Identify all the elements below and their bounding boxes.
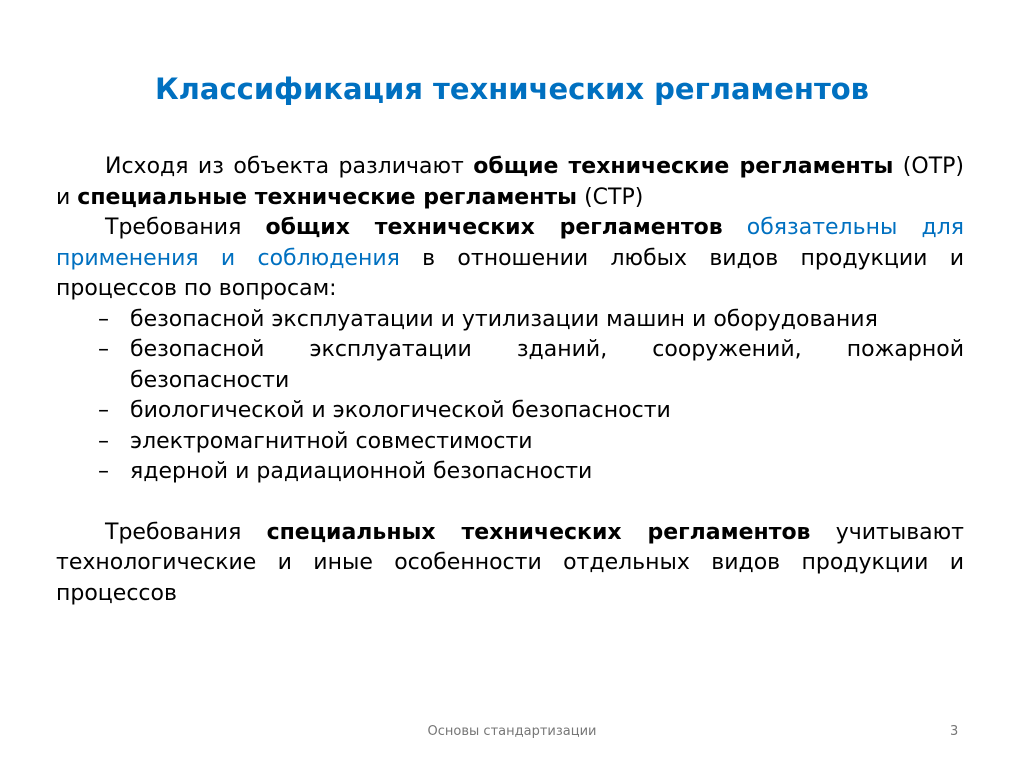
text: в отношении любых видов продукции и процессов по вопросам: bbox=[56, 245, 965, 301]
list-item-text: безопасной эксплуатации зданий, сооружений, пожарной безопасности bbox=[130, 337, 964, 393]
text: учитывают технологические и иные особенности отдельных видов продукции и процессов bbox=[56, 519, 964, 606]
dash-marker: – bbox=[98, 459, 109, 484]
text bbox=[723, 215, 747, 240]
list-item-text: электромагнитной совместимости bbox=[130, 428, 533, 454]
list-item bbox=[56, 457, 964, 488]
list-item-text: безопасной эксплуатации и утилизации машин и оборудования bbox=[130, 306, 878, 332]
paragraph-1 bbox=[56, 152, 964, 213]
dash-marker: – bbox=[98, 306, 109, 332]
dash-marker: – bbox=[98, 428, 109, 454]
bullet-list bbox=[56, 305, 964, 488]
list-item-text: биологической и экологической безопасности bbox=[130, 398, 671, 423]
page-number: 3 bbox=[950, 724, 959, 739]
text: (СТР) bbox=[577, 184, 644, 210]
list-item bbox=[56, 427, 964, 458]
dash-marker: – bbox=[98, 337, 109, 362]
list-item-text: ядерной и радиационной безопасности bbox=[130, 459, 593, 484]
dash-marker: – bbox=[98, 398, 109, 423]
bold-text: специальных технических регламентов bbox=[266, 519, 811, 545]
list-item bbox=[56, 335, 964, 396]
text: Требования bbox=[105, 215, 266, 240]
spacer bbox=[56, 488, 964, 518]
list-item bbox=[56, 305, 964, 336]
slide-title: Классификация технических регламентов bbox=[154, 72, 870, 106]
bold-text: общих технических регламентов bbox=[265, 215, 723, 240]
text: (ОТР) и bbox=[56, 154, 964, 210]
paragraph-3 bbox=[56, 518, 964, 610]
bold-text: специальные технические регламенты bbox=[77, 184, 578, 210]
list-item bbox=[56, 396, 964, 427]
slide-body bbox=[56, 152, 964, 609]
text: Требования bbox=[105, 519, 267, 545]
text: Исходя из объекта различают bbox=[105, 154, 474, 179]
bold-text: общие технические регламенты bbox=[473, 154, 894, 179]
paragraph-2 bbox=[56, 213, 964, 305]
footer-text: Основы стандартизации bbox=[427, 724, 597, 739]
highlight-text: обязательны для применения и соблюдения bbox=[56, 215, 964, 271]
